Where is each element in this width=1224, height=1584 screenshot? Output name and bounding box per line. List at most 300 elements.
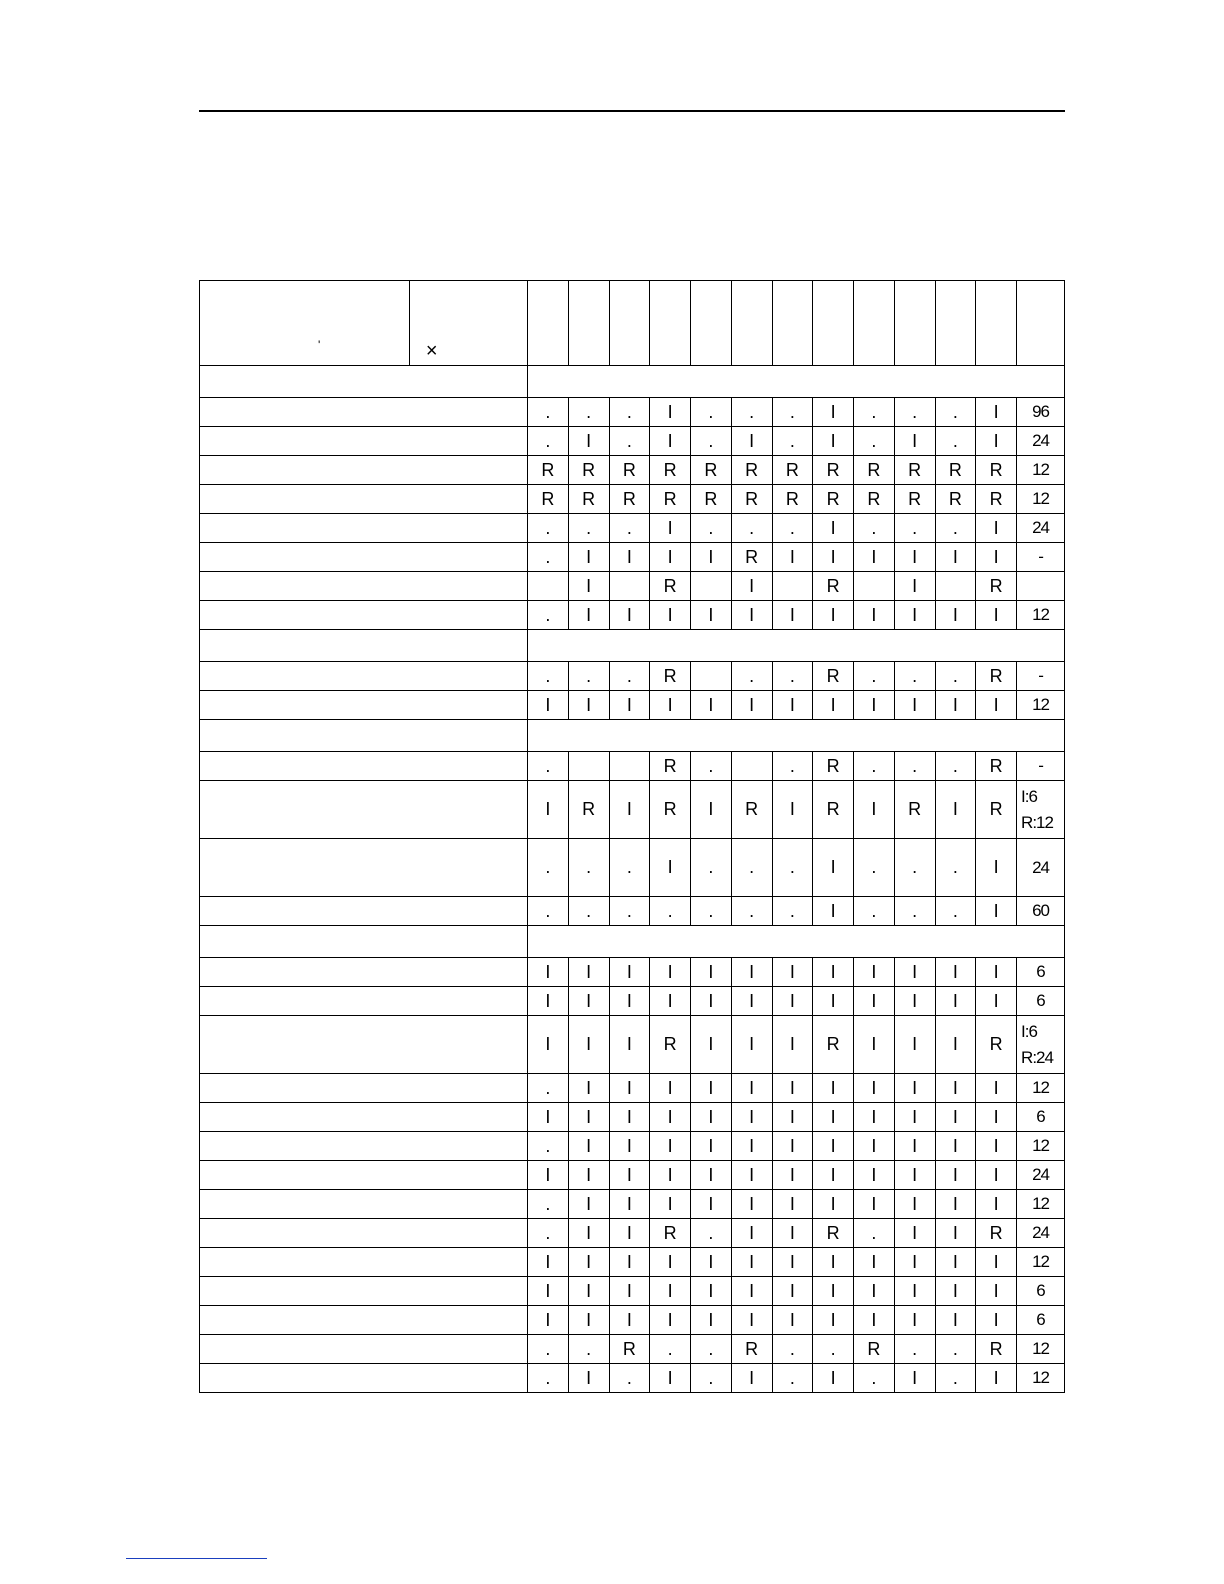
schedule-mark-cell: I [935,958,976,987]
schedule-mark-cell: R [813,662,854,691]
schedule-mark-cell: R [691,456,732,485]
schedule-mark-cell: I [813,839,854,897]
schedule-mark-cell: R [976,752,1017,781]
schedule-mark-cell: . [935,897,976,926]
interval-value-cell: 12 [1017,1190,1065,1219]
interval-value-cell: 12 [1017,1132,1065,1161]
schedule-mark-cell: I [813,1364,854,1393]
schedule-mark-cell: I [813,1248,854,1277]
row-label-cell [200,1364,528,1393]
schedule-mark-cell: I [650,1103,691,1132]
schedule-mark-cell: I [894,601,935,630]
schedule-mark-cell: I [568,1364,609,1393]
schedule-mark-cell: I [772,1103,813,1132]
schedule-mark-cell: I [935,1074,976,1103]
schedule-mark-cell: I [568,1219,609,1248]
schedule-mark-cell: I [976,1306,1017,1335]
schedule-mark-cell: . [568,839,609,897]
row-label-cell [200,1161,528,1190]
schedule-mark-cell: I [894,958,935,987]
interval-value-cell: 12 [1017,601,1065,630]
schedule-mark-cell: I [691,1190,732,1219]
row-label-cell [200,752,528,781]
schedule-mark-cell: I [609,1190,650,1219]
schedule-mark-cell: . [650,1335,691,1364]
schedule-mark-cell: I [731,691,772,720]
schedule-mark-cell: . [609,1364,650,1393]
schedule-mark-cell: I [731,1074,772,1103]
schedule-mark-cell: I [691,1277,732,1306]
schedule-mark-cell: I [731,987,772,1016]
schedule-mark-cell: I [609,1103,650,1132]
schedule-mark-cell: I [813,691,854,720]
schedule-mark-cell: R [650,456,691,485]
schedule-mark-cell: R [813,485,854,514]
schedule-mark-cell: I [568,987,609,1016]
section-row [200,366,1065,398]
schedule-mark-cell: I [772,1219,813,1248]
interval-value-cell: 6 [1017,987,1065,1016]
table-row [200,485,1065,514]
schedule-mark-cell: . [854,1219,895,1248]
schedule-mark-cell: I [976,1074,1017,1103]
schedule-mark-cell: I [813,514,854,543]
section-row [200,630,1065,662]
schedule-mark-cell: I [894,1277,935,1306]
schedule-mark-cell: I [691,1306,732,1335]
schedule-mark-cell: I [935,1248,976,1277]
schedule-mark-cell: R [976,1219,1017,1248]
schedule-mark-cell: . [528,601,569,630]
schedule-mark-cell: I [731,601,772,630]
footnote-rule [126,1558,267,1559]
schedule-mark-cell [568,752,609,781]
table-row [200,1219,1065,1248]
row-label-cell [200,398,528,427]
schedule-mark-cell: R [813,456,854,485]
schedule-mark-cell: I [935,1306,976,1335]
schedule-mark-cell: R [650,1016,691,1074]
table-row [200,987,1065,1016]
schedule-mark-cell: I [854,958,895,987]
schedule-mark-cell: . [691,897,732,926]
schedule-mark-cell: I [650,1074,691,1103]
schedule-mark-cell: I [894,1248,935,1277]
schedule-mark-cell: I [772,987,813,1016]
schedule-mark-cell: I [935,691,976,720]
header-month-cell [528,281,569,366]
schedule-mark-cell: R [976,485,1017,514]
schedule-mark-cell: I [568,958,609,987]
row-label-cell [200,781,528,839]
schedule-mark-cell: I [650,1364,691,1393]
interval-value-cell: 96 [1017,398,1065,427]
schedule-mark-cell: . [528,1364,569,1393]
schedule-mark-cell: I [813,897,854,926]
schedule-mark-cell: I [813,1306,854,1335]
schedule-mark-cell: I [854,601,895,630]
table-row [200,958,1065,987]
inspection-schedule-table [199,280,1065,1393]
section-span-cell [528,720,1065,752]
schedule-mark-cell: I [894,1364,935,1393]
schedule-mark-cell: I [813,398,854,427]
schedule-mark-cell: . [813,1335,854,1364]
interval-value-cell: 12 [1017,691,1065,720]
row-label-cell [200,1306,528,1335]
schedule-mark-cell: I [731,1306,772,1335]
schedule-mark-cell: . [854,752,895,781]
schedule-mark-cell: R [935,456,976,485]
interval-value-cell: 6 [1017,958,1065,987]
interval-value-cell: - [1017,543,1065,572]
table-row [200,839,1065,897]
schedule-mark-cell: I [854,543,895,572]
interval-value-cell [1017,781,1065,839]
row-label-cell [200,543,528,572]
schedule-mark-cell: I [568,1016,609,1074]
interval-value-bottom: R:24 [1021,1047,1053,1067]
schedule-mark-cell: I [772,1306,813,1335]
schedule-mark-cell: I [854,987,895,1016]
schedule-mark-cell: . [894,514,935,543]
schedule-mark-cell: I [935,1161,976,1190]
table-row [200,1248,1065,1277]
schedule-mark-cell: I [813,1074,854,1103]
schedule-mark-cell: . [568,1335,609,1364]
table-row [200,572,1065,601]
schedule-mark-cell: R [650,1219,691,1248]
header-month-cell [609,281,650,366]
schedule-mark-cell: R [650,662,691,691]
schedule-mark-cell: I [731,572,772,601]
schedule-mark-cell: I [691,1103,732,1132]
interval-value-cell: 24 [1017,514,1065,543]
schedule-mark-cell: I [935,1132,976,1161]
schedule-mark-cell: R [854,456,895,485]
interval-value-cell: 24 [1017,1219,1065,1248]
schedule-mark-cell: I [609,1248,650,1277]
schedule-mark-cell: . [935,752,976,781]
schedule-mark-cell: I [894,1016,935,1074]
table-row [200,543,1065,572]
schedule-mark-cell: . [528,398,569,427]
schedule-mark-cell: I [976,987,1017,1016]
schedule-mark-cell: I [772,1277,813,1306]
schedule-mark-cell: R [731,1335,772,1364]
schedule-mark-cell: I [609,1016,650,1074]
schedule-mark-cell [691,662,732,691]
schedule-mark-cell: I [854,781,895,839]
schedule-mark-cell: I [935,1103,976,1132]
schedule-mark-cell: I [609,691,650,720]
schedule-mark-cell: I [976,1103,1017,1132]
schedule-mark-cell: I [731,958,772,987]
row-label-cell [200,485,528,514]
schedule-mark-cell: I [528,1248,569,1277]
schedule-mark-cell: I [650,958,691,987]
schedule-mark-cell: I [568,1074,609,1103]
schedule-mark-cell: I [935,1190,976,1219]
schedule-mark-cell: R [894,781,935,839]
header-month-cell [691,281,732,366]
schedule-mark-cell [609,752,650,781]
header-month-cell [935,281,976,366]
interval-value-top: I:6 [1021,1021,1037,1041]
schedule-mark-cell: I [650,1132,691,1161]
schedule-mark-cell: . [854,514,895,543]
schedule-mark-cell: I [650,398,691,427]
schedule-mark-cell: I [528,1103,569,1132]
interval-value-cell: 12 [1017,1335,1065,1364]
schedule-mark-cell: I [650,1277,691,1306]
schedule-mark-cell: . [772,752,813,781]
schedule-mark-cell: . [772,662,813,691]
schedule-mark-cell: I [650,1161,691,1190]
schedule-mark-cell: I [568,1306,609,1335]
schedule-mark-cell: I [976,691,1017,720]
schedule-mark-cell: I [813,1190,854,1219]
schedule-mark-cell: I [935,543,976,572]
schedule-mark-cell: I [813,543,854,572]
schedule-mark-cell: . [894,752,935,781]
schedule-mark-cell [691,572,732,601]
schedule-mark-cell: I [976,958,1017,987]
row-label-cell [200,839,528,897]
header-month-cell [731,281,772,366]
row-label-cell [200,1016,528,1074]
schedule-mark-cell: . [568,514,609,543]
schedule-mark-cell: . [650,897,691,926]
schedule-mark-cell: I [976,514,1017,543]
schedule-mark-cell: . [568,662,609,691]
schedule-mark-cell: I [854,691,895,720]
schedule-mark-cell: I [691,601,732,630]
schedule-mark-cell: R [772,485,813,514]
schedule-mark-cell: R [976,781,1017,839]
schedule-mark-cell: I [731,1190,772,1219]
table-row [200,752,1065,781]
schedule-mark-cell: I [568,691,609,720]
schedule-mark-cell: I [691,1248,732,1277]
interval-value-cell: 60 [1017,897,1065,926]
schedule-mark-cell: . [691,1364,732,1393]
table-row [200,1016,1065,1074]
interval-value-cell: 24 [1017,427,1065,456]
schedule-mark-cell: I [894,1219,935,1248]
schedule-mark-cell: I [813,1132,854,1161]
schedule-mark-cell: I [935,987,976,1016]
schedule-mark-cell: I [854,1016,895,1074]
table-row [200,1190,1065,1219]
schedule-mark-cell: I [813,1277,854,1306]
interval-value-top: I:6 [1021,786,1037,806]
table-row [200,1306,1065,1335]
schedule-mark-cell: I [731,1219,772,1248]
schedule-mark-cell: . [691,514,732,543]
schedule-mark-cell: . [568,897,609,926]
section-row [200,720,1065,752]
section-span-cell [528,630,1065,662]
interval-value-cell: 12 [1017,1364,1065,1393]
schedule-mark-cell: I [650,514,691,543]
schedule-mark-cell: . [894,662,935,691]
schedule-mark-cell: . [528,514,569,543]
schedule-mark-cell: R [894,485,935,514]
schedule-mark-cell: . [691,398,732,427]
schedule-mark-cell: I [813,987,854,1016]
schedule-mark-cell: . [772,897,813,926]
schedule-mark-cell: R [813,1219,854,1248]
schedule-mark-cell: . [894,839,935,897]
header-tick-mark: ' [318,338,321,352]
schedule-mark-cell: R [568,485,609,514]
section-label-cell [200,366,528,398]
header-month-cell [813,281,854,366]
schedule-mark-cell: I [609,1132,650,1161]
schedule-mark-cell: . [935,662,976,691]
interval-value-cell [1017,572,1065,601]
schedule-mark-cell: I [976,1190,1017,1219]
schedule-mark-cell: I [772,958,813,987]
row-label-cell [200,1132,528,1161]
schedule-mark-cell: . [528,752,569,781]
schedule-mark-cell: I [528,691,569,720]
schedule-mark-cell: I [731,427,772,456]
schedule-mark-cell: . [528,1074,569,1103]
schedule-mark-cell: . [528,662,569,691]
schedule-mark-cell: I [568,427,609,456]
schedule-mark-cell: . [609,662,650,691]
schedule-mark-cell: I [691,1132,732,1161]
schedule-mark-cell: . [772,839,813,897]
row-label-cell [200,1190,528,1219]
schedule-mark-cell: I [731,1103,772,1132]
schedule-mark-cell: I [568,1248,609,1277]
schedule-mark-cell: . [691,1219,732,1248]
schedule-mark-cell: . [854,662,895,691]
interval-value-cell: 6 [1017,1103,1065,1132]
schedule-mark-cell [854,572,895,601]
schedule-mark-cell: I [976,398,1017,427]
schedule-mark-cell: I [650,601,691,630]
schedule-mark-cell: I [568,1161,609,1190]
table-row [200,781,1065,839]
table-row [200,456,1065,485]
header-month-cell [772,281,813,366]
interval-value-cell: 12 [1017,1248,1065,1277]
schedule-mark-cell: R [935,485,976,514]
row-label-cell [200,427,528,456]
schedule-mark-cell: . [894,897,935,926]
schedule-mark-cell: R [650,485,691,514]
schedule-mark-cell: I [568,1190,609,1219]
schedule-mark-cell: I [691,543,732,572]
row-label-cell [200,514,528,543]
row-label-cell [200,987,528,1016]
schedule-mark-cell: I [772,781,813,839]
schedule-mark-cell: I [609,781,650,839]
schedule-mark-cell: R [976,1016,1017,1074]
schedule-mark-cell: R [609,485,650,514]
schedule-mark-cell: R [772,456,813,485]
table-row [200,601,1065,630]
section-label-cell [200,630,528,662]
row-label-cell [200,691,528,720]
schedule-mark-cell: R [731,781,772,839]
schedule-mark-cell: I [976,1161,1017,1190]
header-month-cell [568,281,609,366]
schedule-mark-cell: I [609,1277,650,1306]
schedule-mark-cell: I [609,1161,650,1190]
schedule-mark-cell: . [691,752,732,781]
schedule-mark-cell: . [609,398,650,427]
schedule-mark-cell: I [568,601,609,630]
schedule-mark-cell: I [650,1190,691,1219]
schedule-mark-cell: I [772,1248,813,1277]
schedule-mark-cell: I [731,1248,772,1277]
header-month-cell [650,281,691,366]
schedule-mark-cell: . [854,839,895,897]
schedule-mark-cell: . [528,1132,569,1161]
header-times-symbol: × [425,340,438,362]
schedule-mark-cell: R [568,781,609,839]
schedule-mark-cell: I [528,987,569,1016]
schedule-mark-cell: I [772,543,813,572]
interval-value-cell: 12 [1017,456,1065,485]
schedule-mark-cell: . [528,1219,569,1248]
schedule-mark-cell: I [976,427,1017,456]
section-span-cell [528,926,1065,958]
schedule-mark-cell: . [854,398,895,427]
schedule-mark-cell: I [935,601,976,630]
schedule-mark-cell: I [528,1016,569,1074]
schedule-mark-cell [528,572,569,601]
row-label-cell [200,897,528,926]
table-row [200,1161,1065,1190]
schedule-mark-cell: I [609,1306,650,1335]
schedule-mark-cell: I [976,1277,1017,1306]
schedule-mark-cell: I [528,1161,569,1190]
schedule-mark-cell: . [772,398,813,427]
row-label-cell [200,601,528,630]
schedule-mark-cell: R [894,456,935,485]
row-label-cell [200,1219,528,1248]
section-label-cell [200,926,528,958]
schedule-mark-cell: I [691,958,732,987]
schedule-mark-cell: I [731,1161,772,1190]
schedule-mark-cell: . [528,1190,569,1219]
row-label-cell [200,1103,528,1132]
schedule-mark-cell: I [894,572,935,601]
schedule-mark-cell: R [731,456,772,485]
schedule-mark-cell: R [813,752,854,781]
schedule-mark-cell: I [772,1016,813,1074]
schedule-mark-cell: I [609,601,650,630]
interval-value-cell: 6 [1017,1277,1065,1306]
schedule-mark-cell: I [772,1190,813,1219]
schedule-mark-cell: I [691,1016,732,1074]
schedule-mark-cell: I [894,1132,935,1161]
schedule-mark-cell: I [854,1161,895,1190]
row-label-cell [200,1248,528,1277]
schedule-mark-cell: I [935,1219,976,1248]
schedule-mark-cell: I [568,1277,609,1306]
row-label-cell [200,662,528,691]
schedule-mark-cell: I [772,1161,813,1190]
interval-value-cell: 12 [1017,485,1065,514]
schedule-mark-cell: R [976,572,1017,601]
